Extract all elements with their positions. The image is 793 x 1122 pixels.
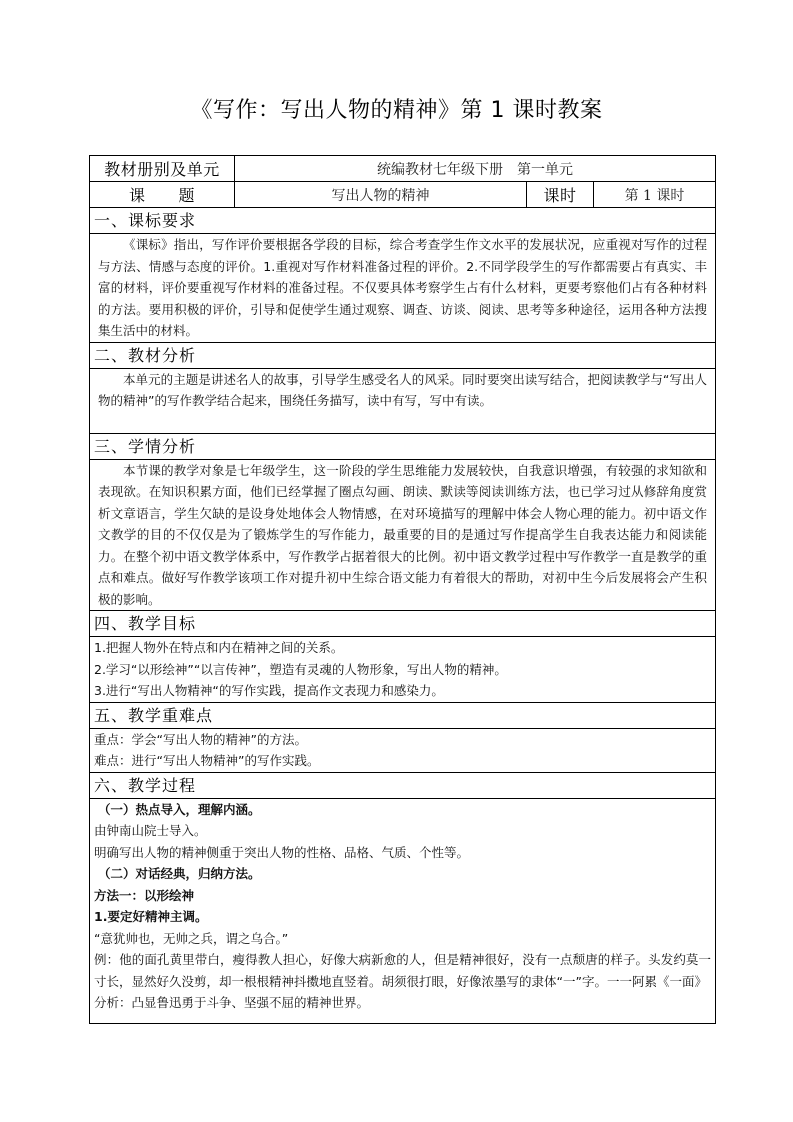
method-one-subheading: 1.要定好精神主调。 <box>94 909 208 924</box>
section-heading-textbook-analysis: 二、教材分析 <box>90 342 716 368</box>
textbook-row <box>90 156 716 182</box>
example-text: 例：他的面孔黄里带白，瘦得教人担心，好像大病新愈的人，但是精神很好，没有一点颓唐的样子。头发约莫一寸长，显然好久没剪，却一根根精神抖擞地直竖着。胡须很打眼，好像浓墨写的隶体“一”字。一一阿累《一面》 <box>94 952 712 989</box>
section-heading-learner-analysis: 三、学情分析 <box>90 433 716 459</box>
topic-value: 写出人物的精神 <box>235 182 527 208</box>
objective-item: 1.把握人物外在特点和内在精神之间的关系。 <box>94 640 344 655</box>
topic-row <box>90 182 716 208</box>
process-line: 明确写出人物的精神侧重于突出人物的性格、品格、气质、个性等。 <box>94 844 470 860</box>
method-one-heading: 方法一：以形绘神 <box>94 887 195 903</box>
objective-item: 3.进行“写出人物精神“的写作实践，提高作文表现力和感染力。 <box>94 683 444 698</box>
textbook-label: 教材册别及单元 <box>90 156 235 182</box>
process-line: 由钟南山院士导入。 <box>94 823 207 838</box>
textbook-value: 统编教材七年级下册 第一单元 <box>235 156 716 182</box>
objective-item: 2.学习“以形绘神”“以言传神”，塑造有灵魂的人物形象，写出人物的精神。 <box>94 661 507 677</box>
quote-line: “意犹帅也，无帅之兵，谓之乌合。” <box>94 930 289 946</box>
section-heading-curriculum: 一、课标要求 <box>90 208 716 234</box>
period-label: 课时 <box>527 182 594 208</box>
textbook-analysis-text: 本单元的主题是讲述名人的故事，引导学生感受名人的风采。同时要突出读写结合，把阅读教学与“写出人物的精神”的写作教学结合起来，围绕任务描写，读中有写，写中有读。 <box>98 371 708 408</box>
process-step-1: （一）热点导入，理解内涵。 <box>98 801 261 817</box>
process-step-2: （二）对话经典，归纳方法。 <box>98 866 261 881</box>
analysis-line: 分析：凸显鲁迅勇于斗争、坚强不屈的精神世界。 <box>94 995 370 1010</box>
period-value: 第 1 课时 <box>594 182 716 208</box>
learner-analysis-text: 本节课的教学对象是七年级学生，这一阶段的学生思维能力发展较快，自我意识增强，有较强的求知欲和表现欲。在知识积累方面，他们已经掌握了圈点勾画、朗读、默读等阅读训练方法，也已学习过从修辞角度赏析文章语言，学生欠缺的是设身处地体会人物情感，在对环境描写的理解中体会人物心理的能力。初中语文作文教学的目的不仅仅是为了锻炼学生的写作能力，最重要的目的是通过写作提高学生自我表达能力和阅读能力。在整个初中语文教学体系中，写作教学占据着很大的比例。初中语文教学过程中写作教学一直是教学的重点和难点。做好写作教学该项工作对提升初中生综合语文能力有着很大的帮助，对初中生今后发展将会产生积极的影响。 <box>98 462 708 607</box>
section-heading-key-points: 五、教学重难点 <box>90 702 716 728</box>
key-point-item: 难点：进行“写出人物精神”的写作实践。 <box>94 753 320 768</box>
key-point-item: 重点：学会“写出人物的精神”的方法。 <box>94 731 307 747</box>
curriculum-text: 《课标》指出，写作评价要根据各学段的目标，综合考查学生作文水平的发展状况，应重视对写作的过程与方法、情感与态度的评价。1.重视对写作材料准备过程的评价。2.不同学段学生的写作都需要占有真实、丰富的材料，评价要重视写作材料的准备过程。不仅要具体考察学生占有什么材料，更要考察他们占有各种材料的方法。要用积极的评价，引导和促使学生通过观察、调查、访谈、阅读、思考等多种途径，运用各种方法搜集生活中的材料。 <box>98 237 708 338</box>
document-title: 《写作：写出人物的精神》第 1 课时教案 <box>190 98 603 123</box>
section-heading-objectives: 四、教学目标 <box>90 611 716 637</box>
section-heading-process: 六、教学过程 <box>90 772 716 798</box>
topic-label: 课 题 <box>90 182 235 208</box>
lesson-plan-table <box>89 155 716 1024</box>
